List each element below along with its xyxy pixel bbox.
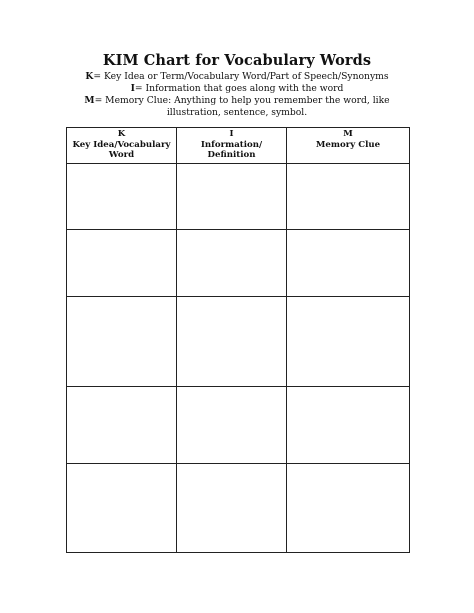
table-row (67, 164, 410, 230)
legend-k-text: = Key Idea or Term/Vocabulary Word/Part of Speech/Synonyms (93, 71, 389, 82)
page-title: KIM Chart for Vocabulary Words (102, 52, 372, 69)
table-cell-m[interactable] (287, 297, 410, 387)
column-header-label: Definition (207, 150, 256, 160)
legend (60, 71, 414, 119)
table-cell-k[interactable] (67, 230, 177, 297)
table-cell-k[interactable] (67, 464, 177, 553)
column-header-i (177, 128, 287, 164)
table-row (67, 230, 410, 297)
column-header-label: Word (108, 150, 135, 160)
table-cell-i[interactable] (177, 230, 287, 297)
kim-chart-table (66, 127, 410, 553)
table-cell-m[interactable] (287, 464, 410, 553)
column-header-k (67, 128, 177, 164)
legend-k-line (60, 71, 414, 83)
table-cell-i[interactable] (177, 164, 287, 230)
legend-i-text: = Information that goes along with the word (134, 83, 344, 94)
column-header-letter: K (117, 129, 126, 139)
table-cell-k[interactable] (67, 297, 177, 387)
legend-m-line (60, 95, 414, 107)
table-header-row (67, 128, 410, 164)
legend-m-text: = Memory Clue: Anything to help you remember the word, like (94, 95, 390, 106)
legend-m-line-cont: illustration, sentence, symbol. (166, 107, 308, 118)
table-cell-m[interactable] (287, 387, 410, 464)
legend-i-line (60, 83, 414, 95)
column-header-letter: M (343, 129, 353, 139)
table-row (67, 464, 410, 553)
legend-k-letter: K (85, 71, 94, 82)
table-cell-m[interactable] (287, 230, 410, 297)
table-cell-i[interactable] (177, 387, 287, 464)
column-header-letter: I (229, 129, 234, 139)
column-header-label: Key Idea/Vocabulary (72, 139, 171, 150)
column-header-label: Memory Clue (315, 139, 381, 150)
table-cell-k[interactable] (67, 164, 177, 230)
table-row (67, 387, 410, 464)
column-header-label: Information/ (200, 139, 263, 150)
table-cell-k[interactable] (67, 387, 177, 464)
table-cell-i[interactable] (177, 464, 287, 553)
table-row (67, 297, 410, 387)
table-cell-m[interactable] (287, 164, 410, 230)
column-header-m (287, 128, 410, 164)
legend-i-letter: I (130, 83, 135, 94)
table-cell-i[interactable] (177, 297, 287, 387)
legend-m-letter: M (84, 95, 95, 106)
